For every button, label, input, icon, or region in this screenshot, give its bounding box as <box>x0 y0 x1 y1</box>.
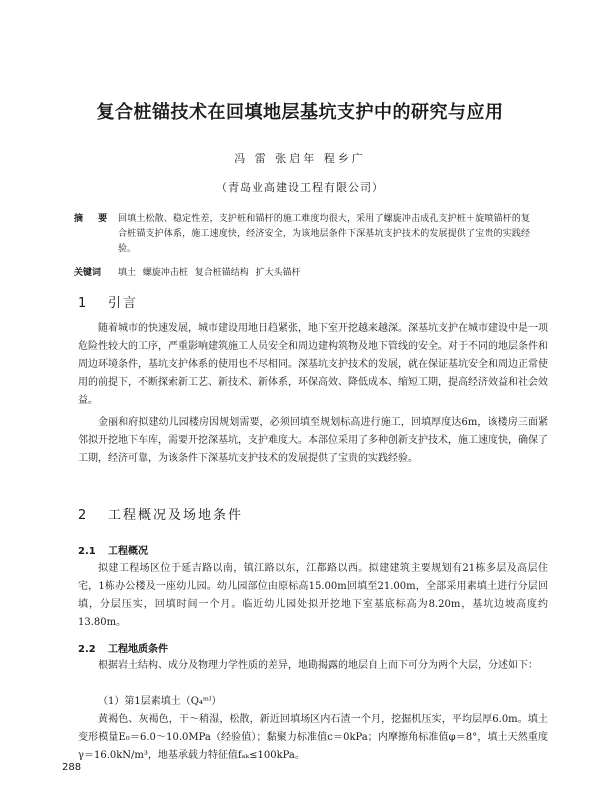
keywords-text: 填土 螺旋冲击桩 复合桩锚结构 扩大头锚杆 <box>118 268 301 278</box>
section-2-2-number: 2.2 <box>78 644 96 655</box>
paper-title: 复合桩锚技术在回填地层基坑支护中的研究与应用 <box>96 102 504 123</box>
section-1-heading <box>78 292 138 311</box>
abstract-label: 摘 要 <box>74 214 114 224</box>
section-2-number: 2 <box>78 508 89 523</box>
abstract-text: 回填土松散、稳定性差，支护桩和锚杆的施工难度均很大，采用了螺旋冲击成孔支护桩＋旋喷锚杆的复合桩锚支护体系，施工速度快，经济安全，为该地层条件下深基坑支护技术的发展提供了宝贵的实践经验。 <box>118 214 530 254</box>
page-number: 288 <box>62 762 82 773</box>
affiliation: （青岛业高建设工程有限公司） <box>216 181 384 194</box>
section-2-heading <box>78 504 243 523</box>
keywords <box>74 266 530 281</box>
section-1-number: 1 <box>78 296 89 311</box>
section-2-2-heading <box>78 640 168 655</box>
section-1-paragraph-2: 金丽和府拟建幼儿园楼房因规划需要，必须回填至规划标高进行施工，回填厚度达6m，该楼房三面紧邻拟开挖地下车库，需要开挖深基坑，支护难度大。本部位采用了多种创新支护技术，施工速度快，确保了工期，经济可靠，为该条件下深基坑支护技术的发展提供了宝贵的实践经验。 <box>78 417 548 464</box>
section-2-2-paragraph-1: 根据岩土结构、成分及物理力学性质的差异，地勘揭露的地层自上而下可分为两个大层，分述如下： <box>98 660 538 671</box>
abstract <box>74 212 530 257</box>
section-2-title: 工程概况及场地条件 <box>108 508 244 523</box>
section-2-1-number: 2.1 <box>78 546 96 557</box>
section-2-1-heading <box>78 542 148 557</box>
section-2-1-title: 工程概况 <box>108 546 148 557</box>
authors: 冯 雷 张启年 程乡广 <box>234 152 366 165</box>
section-2-2-paragraph-2: （1）第1层素填土（Q₄ᵐˡ） <box>98 696 222 707</box>
section-1-paragraph-1: 随着城市的快速发展，城市建设用地日趋紧张，地下室开挖越来越深。深基坑支护在城市建设中是一项危险性较大的工序，严重影响建筑施工人员安全和周边建构筑物及地下管线的安全。对于不同的地层条件和周边环境条件，基坑支护体系的使用也不尽相同。深基坑支护技术的发展，就在保证基坑安全和周边正常使用的前提下，不断探索新工艺、新技术、新体系，环保高效、降低成本、缩短工期，提高经济效益和社会效益。 <box>78 323 548 406</box>
keywords-label: 关键词 <box>74 268 102 278</box>
section-2-2-paragraph-3: 黄褐色、灰褐色，干～稍湿，松散，新近回填场区内石渣一个月，挖掘机压实，平均层厚6.0m。填土变形模量E₀＝6.0～10.0MPa（经验值）；黏聚力标准值c＝0kPa；内摩擦角标准值φ＝8°，填土天然重度γ＝16.0kN/m³，地基承载力特征值fₐₖ≤100kPa。 <box>78 714 548 761</box>
section-2-1-paragraph: 拟建工程场区位于延吉路以南，镇江路以东，江都路以西。拟建建筑主要规划有21栋多层及高层住宅，1栋办公楼及一座幼儿园。幼儿园部位由原标高15.00m回填至21.00m，全部采用素填土进行分层回填，分层压实，回填时间一个月。临近幼儿园处拟开挖地下室基底标高为8.20m，基坑边坡高度约13.80m。 <box>78 563 548 628</box>
section-1-title: 引言 <box>108 296 139 311</box>
section-2-2-title: 工程地质条件 <box>108 644 168 655</box>
